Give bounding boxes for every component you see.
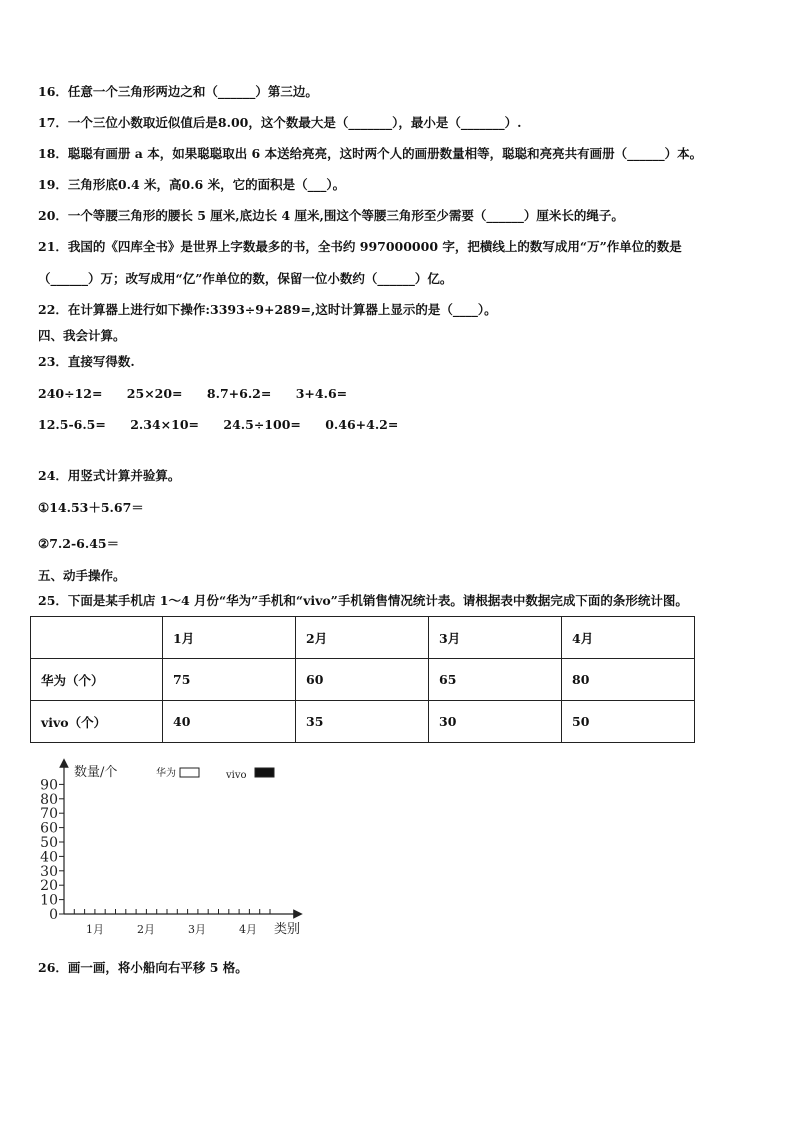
calc-row-1: [38, 386, 367, 402]
x-tick-label: 2月: [137, 923, 155, 936]
question-21-line2: （______）万；改写成用“亿”作单位的数，保留一位小数约（______）亿。: [38, 271, 453, 286]
table-header-row: [31, 617, 695, 659]
y-tick-label: 90: [40, 777, 58, 794]
question-24: 24．用竖式计算并验算。: [38, 468, 181, 483]
x-tick-label: 1月: [86, 923, 104, 936]
table-cell: 30: [429, 701, 562, 743]
table-cell: 65: [429, 659, 562, 701]
table-cell: 50: [562, 701, 695, 743]
question-26: 26．画一画，将小船向右平移 5 格。: [38, 960, 248, 975]
table-cell: 华为（个）: [31, 659, 163, 701]
sales-table: [30, 616, 695, 743]
table-cell: vivo（个）: [31, 701, 163, 743]
calc-row-2: [38, 417, 418, 433]
y-tick-label: 80: [40, 791, 58, 808]
legend-label-vivo: vivo: [226, 770, 247, 781]
calc-item: 8.7+6.2=: [206, 386, 272, 401]
question-22: 22．在计算器上进行如下操作:3393÷9+289=,这时计算器上显示的是（____）。: [38, 302, 497, 317]
y-tick-label: 0: [49, 907, 58, 923]
question-18: 18．聪聪有画册 a 本，如果聪聪取出 6 本送给亮亮，这时两个人的画册数量相等，聪聪和亮亮共有画册（______）本。: [38, 146, 703, 161]
section-4-heading: 四、我会计算。: [38, 328, 126, 343]
y-tick-label: 60: [40, 820, 58, 837]
calc-item: 2.34×10=: [130, 417, 200, 432]
y-tick-label: 50: [40, 835, 58, 851]
question-23: 23．直接写得数.: [38, 354, 135, 369]
table-header-cell: 2月: [296, 617, 429, 659]
question-21-line1: 21．我国的《四库全书》是世界上字数最多的书，全书约 997000000 字，把横线上的数写成用“万”作单位的数是: [38, 239, 682, 254]
question-24-part-1: ①14.53＋5.67＝: [38, 500, 144, 515]
x-tick-label: 3月: [188, 923, 206, 936]
y-tick-label: 20: [40, 878, 58, 895]
legend-swatch-huawei: [180, 768, 199, 777]
legend-swatch-vivo: [255, 768, 274, 777]
table-header-cell: [31, 617, 163, 659]
y-tick-label: 30: [40, 863, 58, 880]
table-header-cell: 3月: [429, 617, 562, 659]
section-5-heading: 五、动手操作。: [38, 568, 126, 583]
table-row: [31, 701, 695, 743]
question-19: 19．三角形底0.4 米，高0.6 米，它的面积是（___）。: [38, 177, 346, 192]
question-25: 25．下面是某手机店 1～4 月份“华为”手机和“vivo”手机销售情况统计表。请根据表中数据完成下面的条形统计图。: [38, 593, 688, 608]
question-16: 16．任意一个三角形两边之和（______）第三边。: [38, 84, 318, 99]
table-cell: 60: [296, 659, 429, 701]
y-tick-label: 70: [40, 806, 58, 823]
y-axis-label: 数量/个: [74, 765, 118, 780]
table-header-cell: 4月: [562, 617, 695, 659]
y-tick-label: 10: [40, 892, 58, 909]
question-20: 20．一个等腰三角形的腰长 5 厘米,底边长 4 厘米,围这个等腰三角形至少需要（______）厘米长的绳子。: [38, 208, 624, 223]
legend-label-huawei: 华为: [156, 768, 176, 779]
calc-item: 25×20=: [126, 386, 183, 401]
question-24-part-2: ②7.2-6.45＝: [38, 536, 120, 551]
table-cell: 75: [163, 659, 296, 701]
table-cell: 35: [296, 701, 429, 743]
table-header-cell: 1月: [163, 617, 296, 659]
x-tick-label: 4月: [239, 923, 257, 936]
calc-item: 3+4.6=: [295, 386, 348, 401]
y-tick-group: [40, 777, 64, 923]
calc-item: 240÷12=: [38, 386, 103, 401]
bar-chart-blank: [30, 755, 320, 945]
x-tick-group: [74, 909, 270, 914]
table-row: [31, 659, 695, 701]
calc-item: 24.5÷100=: [223, 417, 301, 432]
x-label-group: [86, 923, 257, 936]
question-17: 17．一个三位小数取近似值后是8.00，这个数最大是（_______），最小是（_______）.: [38, 115, 522, 130]
table-cell: 40: [163, 701, 296, 743]
calc-item: 12.5-6.5=: [38, 417, 106, 432]
x-axis-label: 类别: [274, 922, 301, 937]
y-tick-label: 40: [40, 849, 58, 866]
calc-item: 0.46+4.2=: [325, 417, 399, 432]
table-cell: 80: [562, 659, 695, 701]
